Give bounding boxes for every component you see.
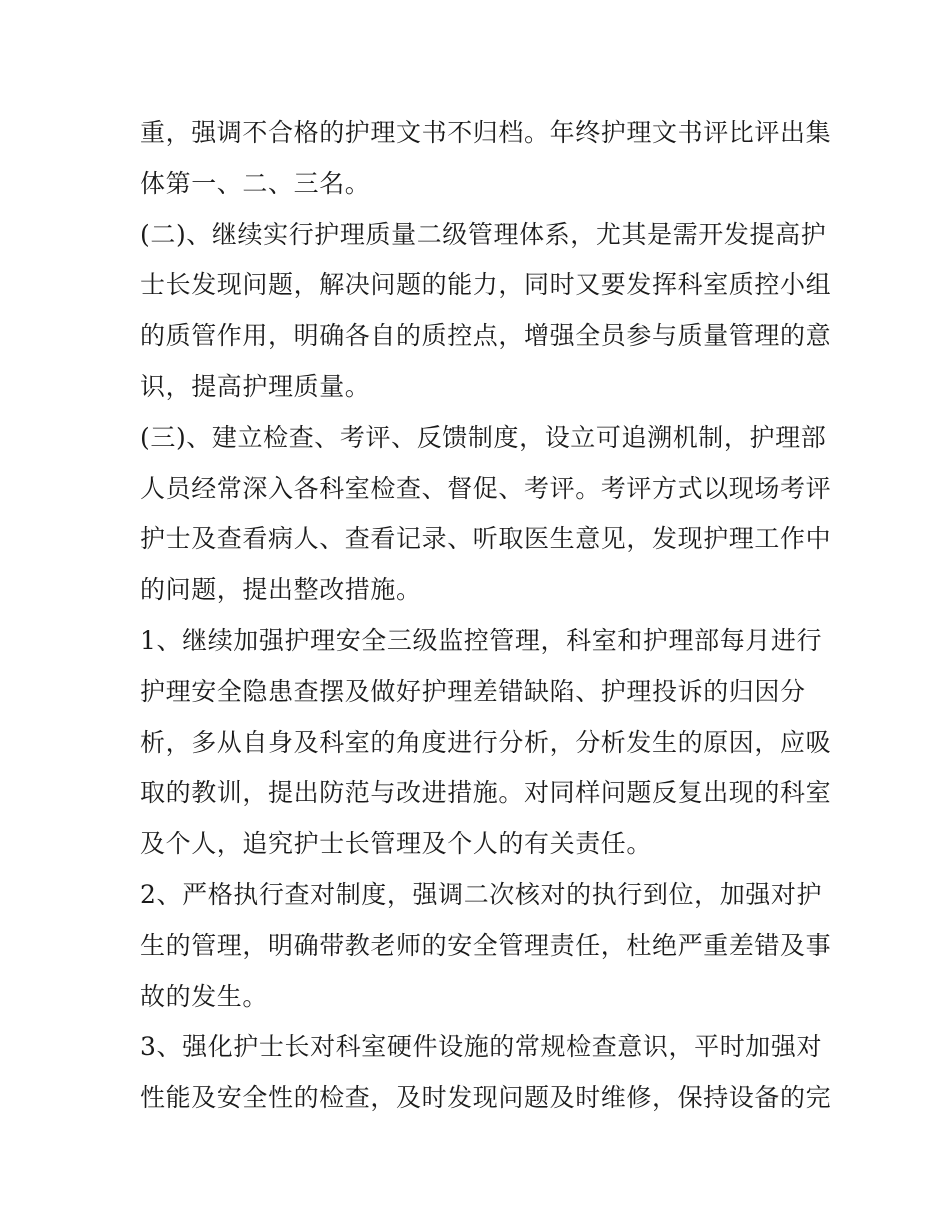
text-line: 士长发现问题，解决问题的能力，同时又要发挥科室质控小组 <box>140 270 832 300</box>
text-line: 1、继续加强护理安全三级监控管理，科室和护理部每月进行 <box>140 625 823 655</box>
text-line: 护士及查看病人、查看记录、听取医生意见，发现护理工作中 <box>140 524 832 554</box>
document-body <box>140 108 832 1124</box>
text-line: 性能及安全性的检查，及时发现问题及时维修，保持设备的完 <box>140 1083 832 1113</box>
text-line: (三)、建立检查、考评、反馈制度，设立可追溯机制，护理部 <box>140 422 827 452</box>
text-line: 3、强化护士长对科室硬件设施的常规检查意识，平时加强对 <box>140 1032 823 1062</box>
text-line: 析，多从自身及科室的角度进行分析，分析发生的原因，应吸 <box>140 727 832 757</box>
text-line: 重，强调不合格的护理文书不归档。年终护理文书评比评出集 <box>140 118 832 147</box>
text-line: 2、严格执行查对制度，强调二次核对的执行到位，加强对护 <box>140 879 823 909</box>
text-line: 及个人，追究护士长管理及个人的有关责任。 <box>140 829 653 859</box>
text-line: 取的教训，提出防范与改进措施。对同样问题反复出现的科室 <box>140 778 832 808</box>
text-line: 故的发生。 <box>140 981 269 1011</box>
text-line: 的问题，提出整改措施。 <box>140 575 422 605</box>
text-line: (二)、继续实行护理质量二级管理体系，尤其是需开发提高护 <box>140 219 827 249</box>
text-line: 体第一、二、三名。 <box>140 168 371 198</box>
text-line: 的质管作用，明确各自的质控点，增强全员参与质量管理的意 <box>140 321 832 351</box>
text-line: 人员经常深入各科室检查、督促、考评。考评方式以现场考评 <box>140 473 832 503</box>
text-line: 识，提高护理质量。 <box>140 371 371 401</box>
text-line: 护理安全隐患查摆及做好护理差错缺陷、护理投诉的归因分 <box>140 676 806 706</box>
text-line: 生的管理，明确带教老师的安全管理责任，杜绝严重差错及事 <box>140 930 832 960</box>
